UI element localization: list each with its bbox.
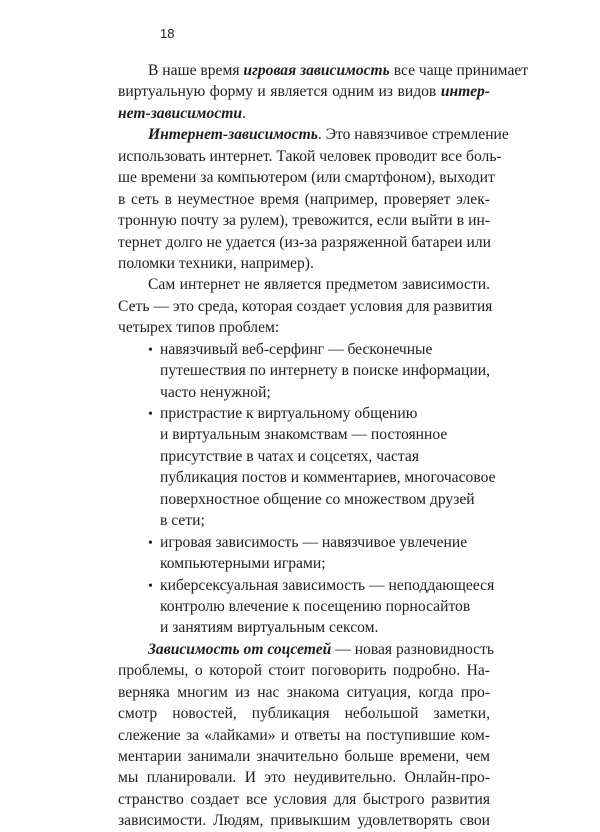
- paragraph-line: мы планировали. И это неудивительно. Онлайн-про-: [118, 769, 490, 787]
- text-run: .: [242, 104, 246, 122]
- text-run: все чаще принимает: [389, 62, 529, 79]
- list-item-line: часто ненужной;: [160, 383, 271, 401]
- text-run: В наше время: [148, 62, 244, 79]
- emphasis-term: интер-: [440, 83, 490, 101]
- emphasis-term: игровая зависимость: [243, 62, 390, 79]
- paragraph-line: [118, 639, 495, 660]
- paragraph-line: [118, 103, 490, 124]
- bullet-icon: •: [148, 578, 153, 594]
- paragraph-line: слежение за «лайками» и ответы на поступившие ком-: [118, 726, 490, 744]
- list-item-line: поверхностное общение со множеством друзей: [160, 490, 475, 508]
- bullet-icon: •: [148, 535, 153, 551]
- list-item-line: контролю влечение к посещению порносайтов: [160, 597, 471, 615]
- list-item-text: навязчивый веб-серфинг — бесконечные: [160, 340, 433, 358]
- paragraph-line: смотр новостей, публикация небольшой заметки,: [118, 705, 490, 723]
- paragraph-line: четырех типов проблем:: [118, 319, 280, 337]
- paragraph-line: тронную почту за рулем), тревожится, если выйти в ин-: [118, 212, 490, 230]
- text-run: виртуальную форму и является одним из видов: [118, 83, 441, 101]
- paragraph-line: ше времени за компьютером (или смартфоном), выходит: [118, 169, 495, 187]
- list-item-line: и занятиям виртуальным сексом.: [160, 619, 379, 637]
- bullet-icon: •: [148, 407, 153, 422]
- paragraph-line: [118, 81, 490, 102]
- text-run: — новая разновидность: [331, 640, 495, 658]
- list-item-line: в сети;: [160, 512, 205, 530]
- paragraph-line: [118, 60, 529, 81]
- list-item-text: игровая зависимость — навязчивое увлечение: [160, 533, 468, 551]
- paragraph-line: странство создает все условия для быстрого развития: [118, 790, 490, 808]
- list-item: [118, 532, 490, 553]
- list-item: [118, 575, 495, 596]
- list-item-text: пристрастие к виртуальному общению: [160, 405, 418, 422]
- paragraph-line: Сам интернет не является предметом зависимости.: [148, 276, 490, 294]
- paragraph-line: использовать интернет. Такой человек проводит все боль-: [118, 147, 502, 165]
- paragraph-line: Сеть — это среда, которая создает условия для развития: [118, 297, 493, 315]
- list-item-line: компьютерными играми;: [160, 555, 326, 573]
- list-item-line: публикация постов и комментариев, многочасовое: [160, 469, 496, 487]
- paragraph-line: в сеть в неуместное время (например, проверяет элек-: [118, 190, 490, 208]
- text-run: . Это навязчивое стремление: [317, 126, 509, 144]
- paragraph-line: зависимости. Людям, привыкшим удовлетворять свои: [118, 812, 490, 830]
- page-body: [118, 60, 529, 832]
- page-number: 18: [160, 26, 175, 41]
- list-item-line: присутствие в чатах и соцсетях, частая: [160, 447, 420, 465]
- bullet-icon: •: [148, 342, 153, 358]
- list-item: [118, 403, 490, 424]
- emphasis-term: Интернет-зависимость: [148, 126, 318, 144]
- paragraph-line: [118, 124, 509, 145]
- paragraph-line: ментарии занимали значительно больше времени, чем: [118, 748, 490, 765]
- paragraph-line: проблемы, о которой стоит поговорить подробно. На-: [118, 662, 490, 680]
- emphasis-term: нет-зависимости: [118, 104, 243, 122]
- emphasis-term: Зависимость от соцсетей: [148, 640, 332, 658]
- paragraph-line: тернет долго не удается (из-за разряженной батареи или: [118, 233, 492, 251]
- list-item-line: и виртуальным знакомствам — постоянное: [160, 426, 448, 444]
- list-item-line: путешествия по интернету в поиске информации,: [160, 362, 490, 380]
- paragraph-line: поломки техники, например).: [118, 254, 314, 272]
- list-item-text: киберсексуальная зависимость — неподдающееся: [160, 576, 495, 594]
- list-item: [118, 339, 490, 360]
- paragraph-line: верняка многим из нас знакома ситуация, когда про-: [118, 683, 490, 701]
